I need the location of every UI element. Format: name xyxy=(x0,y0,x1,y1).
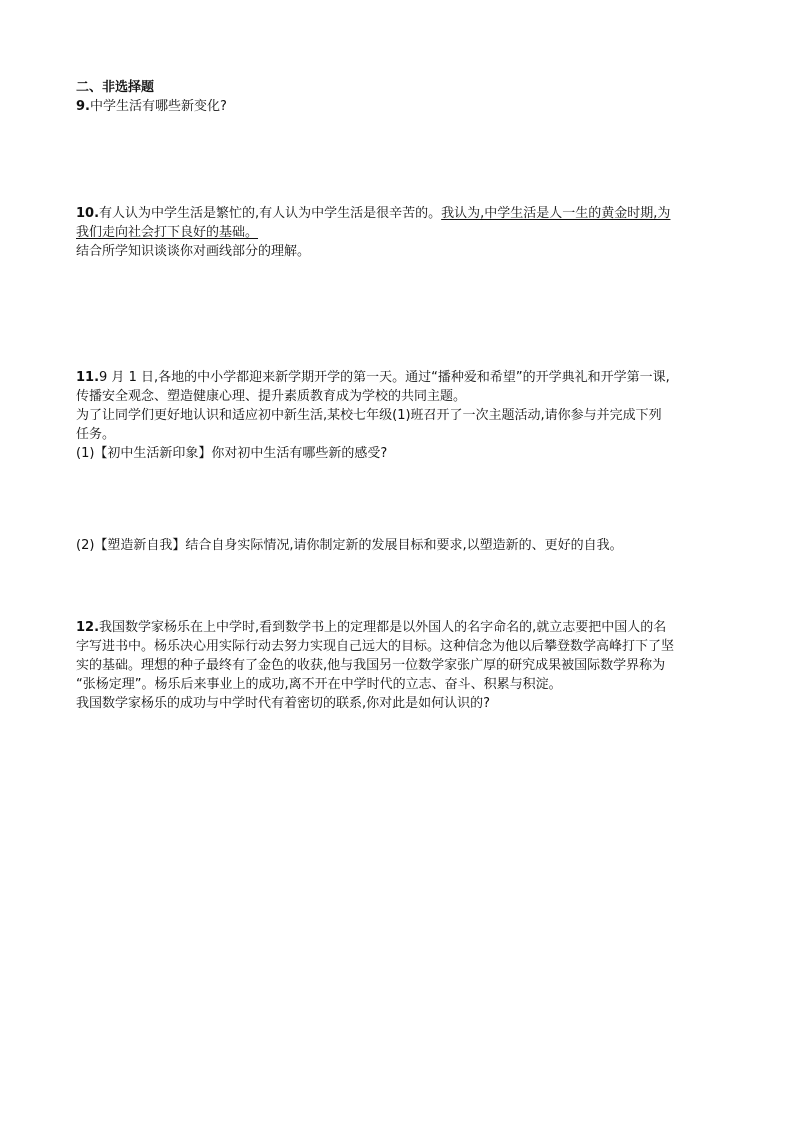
question-10-underlined-a: 我认为,中学生活是人一生的黄金时期,为 xyxy=(441,206,671,221)
section-title: 二、非选择题 xyxy=(76,80,155,95)
question-11-part-2 xyxy=(76,536,720,555)
question-12-text-1: 我国数学家杨乐在上中学时,看到数学书上的定理都是以外国人的名字命名的,就立志要把中国人的名 xyxy=(99,620,667,635)
question-11-line-4: 任务。 xyxy=(76,427,116,442)
question-9 xyxy=(76,97,720,116)
question-10-stem xyxy=(76,204,720,223)
question-12-line-1 xyxy=(76,618,720,637)
question-12-prompt: 我国数学家杨乐的成功与中学时代有着密切的联系,你对此是如何认识的? xyxy=(76,696,491,711)
question-12-number: 12. xyxy=(76,620,100,635)
question-11-text-1: 9 月 1 日,各地的中小学都迎来新学期开学的第一天。通过“播种爱和希望”的开学典礼和开学第一课, xyxy=(99,370,670,385)
question-11 xyxy=(76,368,720,463)
question-11-sub-1: (1)【初中生活新印象】你对初中生活有哪些新的感受? xyxy=(76,446,388,461)
question-9-text: 中学生活有哪些新变化? xyxy=(89,99,227,114)
question-12-line-3: 实的基础。理想的种子最终有了金色的收获,他与我国另一位数学家张广厚的研究成果被国际数学界称为 xyxy=(76,658,666,673)
question-9-number: 9. xyxy=(76,99,90,114)
question-11-number: 11. xyxy=(76,370,100,385)
question-10-underlined-b: 我们走向社会打下良好的基础。 xyxy=(76,225,259,240)
section-header xyxy=(76,78,720,116)
question-12-line-2: 字写进书中。杨乐决心用实际行动去努力实现自己远大的目标。这种信念为他以后攀登数学高峰打下了坚 xyxy=(76,639,675,654)
question-11-line-3: 为了让同学们更好地认识和适应初中新生活,某校七年级(1)班召开了一次主题活动,请你参与并完成下列 xyxy=(76,408,662,423)
question-10-prompt: 结合所学知识谈谈你对画线部分的理解。 xyxy=(76,244,311,259)
question-10-text: 有人认为中学生活是繁忙的,有人认为中学生活是很辛苦的。 xyxy=(99,206,442,221)
question-11-sub-2: (2)【塑造新自我】结合自身实际情况,请你制定新的发展目标和要求,以塑造新的、更好的自我。 xyxy=(76,538,623,553)
question-11-line-1 xyxy=(76,368,720,387)
question-12-line-4: “张杨定理”。杨乐后来事业上的成功,离不开在中学时代的立志、奋斗、积累与积淀。 xyxy=(76,677,562,692)
question-11-line-2: 传播安全观念、塑造健康心理、提升素质教育成为学校的共同主题。 xyxy=(76,389,467,404)
question-10 xyxy=(76,204,720,261)
question-12 xyxy=(76,618,720,713)
question-10-number: 10. xyxy=(76,206,100,221)
